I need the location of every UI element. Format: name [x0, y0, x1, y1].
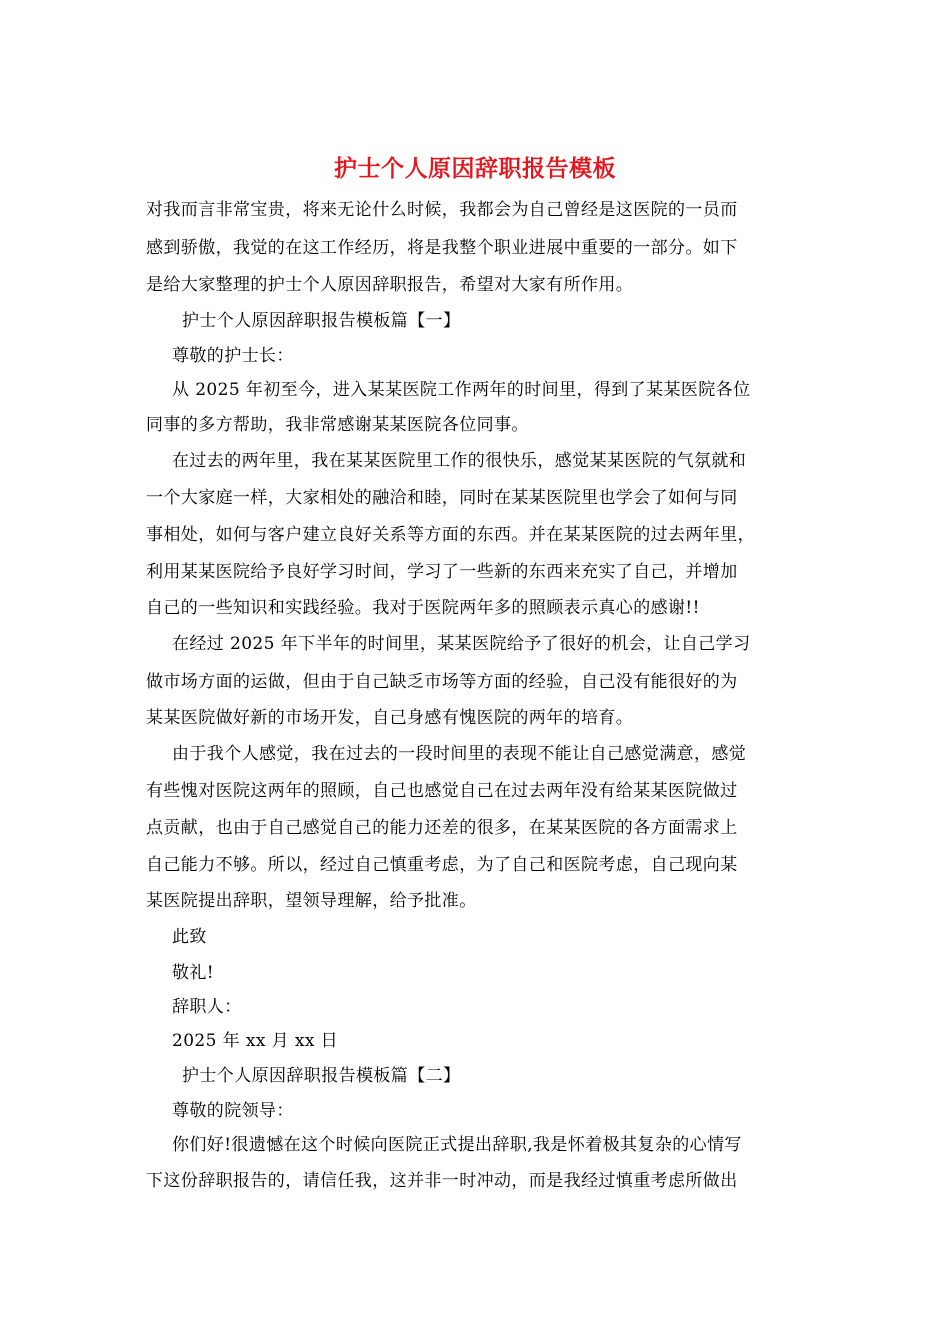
paragraph-line: 你们好!很遗憾在这个时候向医院正式提出辞职,我是怀着极其复杂的心情写	[172, 1135, 742, 1155]
paragraph-line: 对我而言非常宝贵，将来无论什么时候，我都会为自己曾经是这医院的一员而	[146, 200, 738, 220]
paragraph-line: 自己能力不够。所以，经过自己慎重考虑，为了自己和医院考虑，自己现向某	[146, 855, 738, 875]
paragraph-line: 做市场方面的运做，但由于自己缺乏市场等方面的经验，自己没有能很好的为	[146, 672, 738, 692]
paragraph-line: 是给大家整理的护士个人原因辞职报告，希望对大家有所作用。	[146, 275, 634, 295]
paragraph-line: 下这份辞职报告的，请信任我，这并非一时冲动，而是我经过慎重考虑所做出	[146, 1171, 738, 1191]
closing-line: 敬礼!	[172, 963, 215, 983]
section-heading: 护士个人原因辞职报告模板篇【二】	[182, 1066, 461, 1086]
document-title: 护士个人原因辞职报告模板	[334, 155, 616, 182]
salutation: 尊敬的院领导：	[172, 1101, 294, 1121]
paragraph-line: 一个大家庭一样，大家相处的融洽和睦，同时在某某医院里也学会了如何与同	[146, 488, 738, 508]
paragraph-line: 同事的多方帮助，我非常感谢某某医院各位同事。	[146, 415, 529, 435]
date-line: 2025 年 xx 月 xx 日	[172, 1031, 339, 1051]
closing-line: 此致	[172, 927, 207, 947]
section-heading: 护士个人原因辞职报告模板篇【一】	[182, 311, 461, 331]
signature-line: 辞职人：	[172, 997, 242, 1017]
salutation: 尊敬的护士长：	[172, 346, 294, 366]
paragraph-line: 某医院提出辞职，望领导理解，给予批准。	[146, 891, 477, 911]
paragraph-line: 在经过 2025 年下半年的时间里，某某医院给予了很好的机会，让自己学习	[172, 634, 751, 654]
paragraph-line: 自己的一些知识和实践经验。我对于医院两年多的照顾表示真心的感谢!!	[146, 598, 700, 618]
paragraph-line: 某某医院做好新的市场开发，自己身感有愧医院的两年的培育。	[146, 708, 634, 728]
paragraph-line: 感到骄傲，我觉的在这工作经历，将是我整个职业进展中重要的一部分。如下	[146, 238, 738, 258]
paragraph-line: 由于我个人感觉，我在过去的一段时间里的表现不能让自己感觉满意，感觉	[172, 744, 747, 764]
paragraph-line: 利用某某医院给予良好学习时间，学习了一些新的东西来充实了自己，并增加	[146, 562, 738, 582]
paragraph-line: 在过去的两年里，我在某某医院里工作的很快乐，感觉某某医院的气氛就和	[172, 451, 747, 471]
paragraph-line: 从 2025 年初至今，进入某某医院工作两年的时间里，得到了某某医院各位	[172, 380, 751, 400]
paragraph-line: 点贡献，也由于自己感觉自己的能力还差的很多，在某某医院的各方面需求上	[146, 818, 738, 838]
paragraph-line: 有些愧对医院这两年的照顾，自己也感觉自己在过去两年没有给某某医院做过	[146, 781, 738, 801]
paragraph-line: 事相处，如何与客户建立良好关系等方面的东西。并在某某医院的过去两年里，	[146, 525, 755, 545]
